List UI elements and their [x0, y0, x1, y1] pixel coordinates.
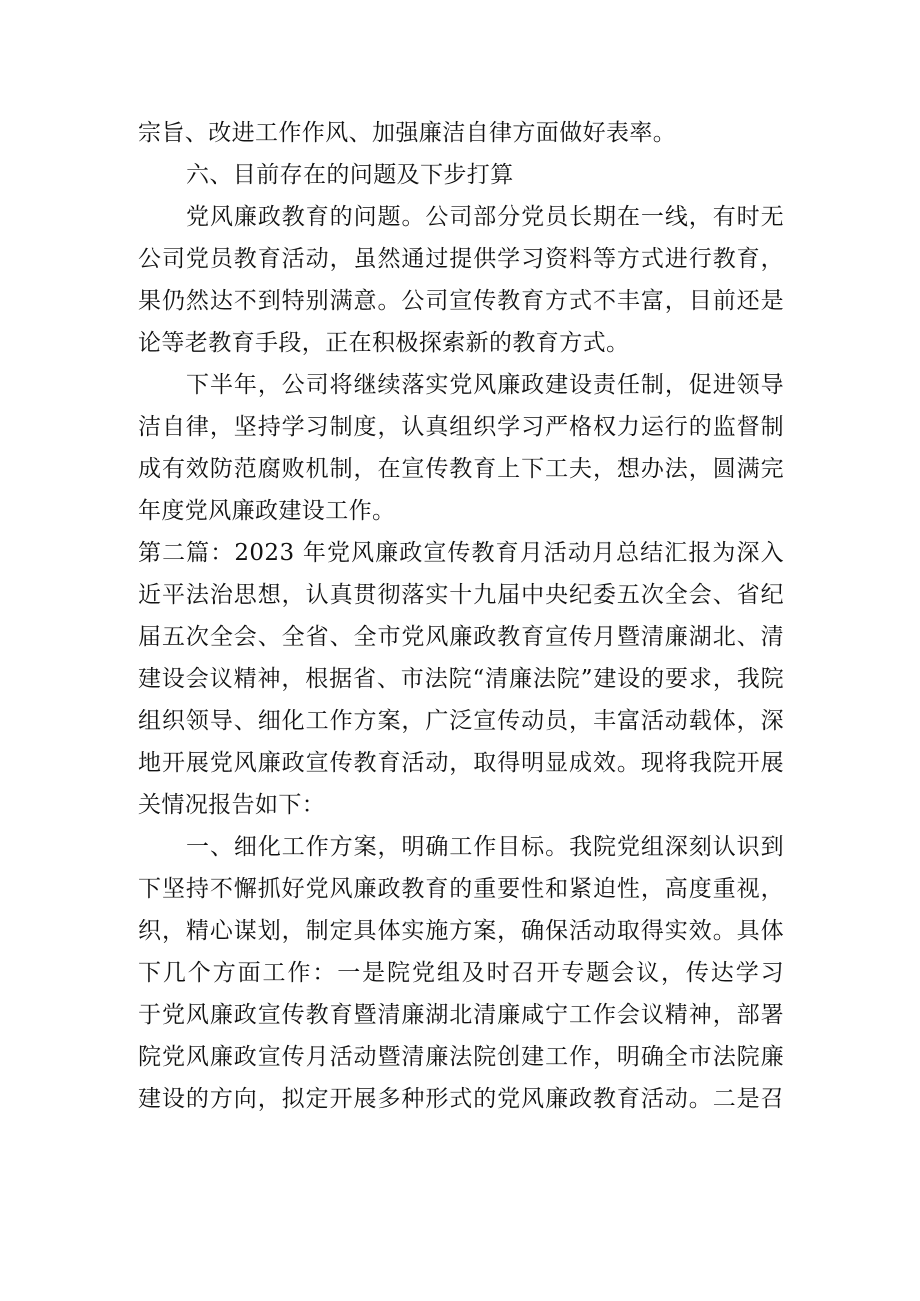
paragraph-line: 于党风廉政宣传教育暨清廉湖北清廉咸宁工作会议精神，部署 [138, 1002, 784, 1028]
paragraph-line: 届五次全会、全省、全市党风廉政教育宣传月暨清廉湖北、清 [138, 624, 784, 650]
paragraph-line: 关情况报告如下： [138, 792, 326, 818]
paragraph-line: 近平法治思想，认真贯彻落实十九届中央纪委五次全会、省纪 [138, 582, 784, 608]
paragraph-line: 下几个方面工作：一是院党组及时召开专题会议，传达学习 [138, 960, 784, 986]
section-heading: 六、目前存在的问题及下步打算 [186, 162, 514, 188]
paragraph-line: 建设会议精神，根据省、市法院“清廉法院”建设的要求，我院 [138, 666, 784, 692]
paragraph-line: 洁自律，坚持学习制度，认真组织学习严格权力运行的监督制 [138, 414, 784, 440]
paragraph-line: 地开展党风廉政宣传教育活动，取得明显成效。现将我院开展 [138, 750, 784, 776]
paragraph-line: 组织领导、细化工作方案，广泛宣传动员，丰富活动载体，深 [138, 708, 784, 734]
paragraph-line: 党风廉政教育的问题。公司部分党员长期在一线，有时无 [186, 204, 784, 230]
text-line-continuation: 宗旨、改进工作作风、加强廉洁自律方面做好表率。 [138, 120, 677, 146]
paragraph-line: 论等老教育手段，正在积极探索新的教育方式。 [138, 330, 630, 356]
chapter-title-line: 第二篇：2023 年党风廉政宣传教育月活动月总结汇报为深入 [138, 540, 784, 566]
paragraph-line: 下半年，公司将继续落实党风廉政建设责任制，促进领导 [186, 372, 784, 398]
paragraph-line: 建设的方向，拟定开展多种形式的党风廉政教育活动。二是召 [138, 1086, 784, 1112]
paragraph-line: 织，精心谋划，制定具体实施方案，确保活动取得实效。具体 [138, 918, 784, 944]
paragraph-line: 一、细化工作方案，明确工作目标。我院党组深刻认识到 [186, 834, 784, 860]
paragraph-line: 院党风廉政宣传月活动暨清廉法院创建工作，明确全市法院廉 [138, 1044, 784, 1070]
paragraph-line: 公司党员教育活动，虽然通过提供学习资料等方式进行教育， [138, 246, 784, 272]
document-page [138, 112, 784, 1120]
paragraph-line: 成有效防范腐败机制，在宣传教育上下工夫，想办法，圆满完 [138, 456, 784, 482]
paragraph-line: 果仍然达不到特别满意。公司宣传教育方式不丰富，目前还是 [138, 288, 784, 314]
paragraph-line: 下坚持不懈抓好党风廉政教育的重要性和紧迫性，高度重视， [138, 876, 784, 902]
paragraph-line: 年度党风廉政建设工作。 [138, 498, 396, 524]
